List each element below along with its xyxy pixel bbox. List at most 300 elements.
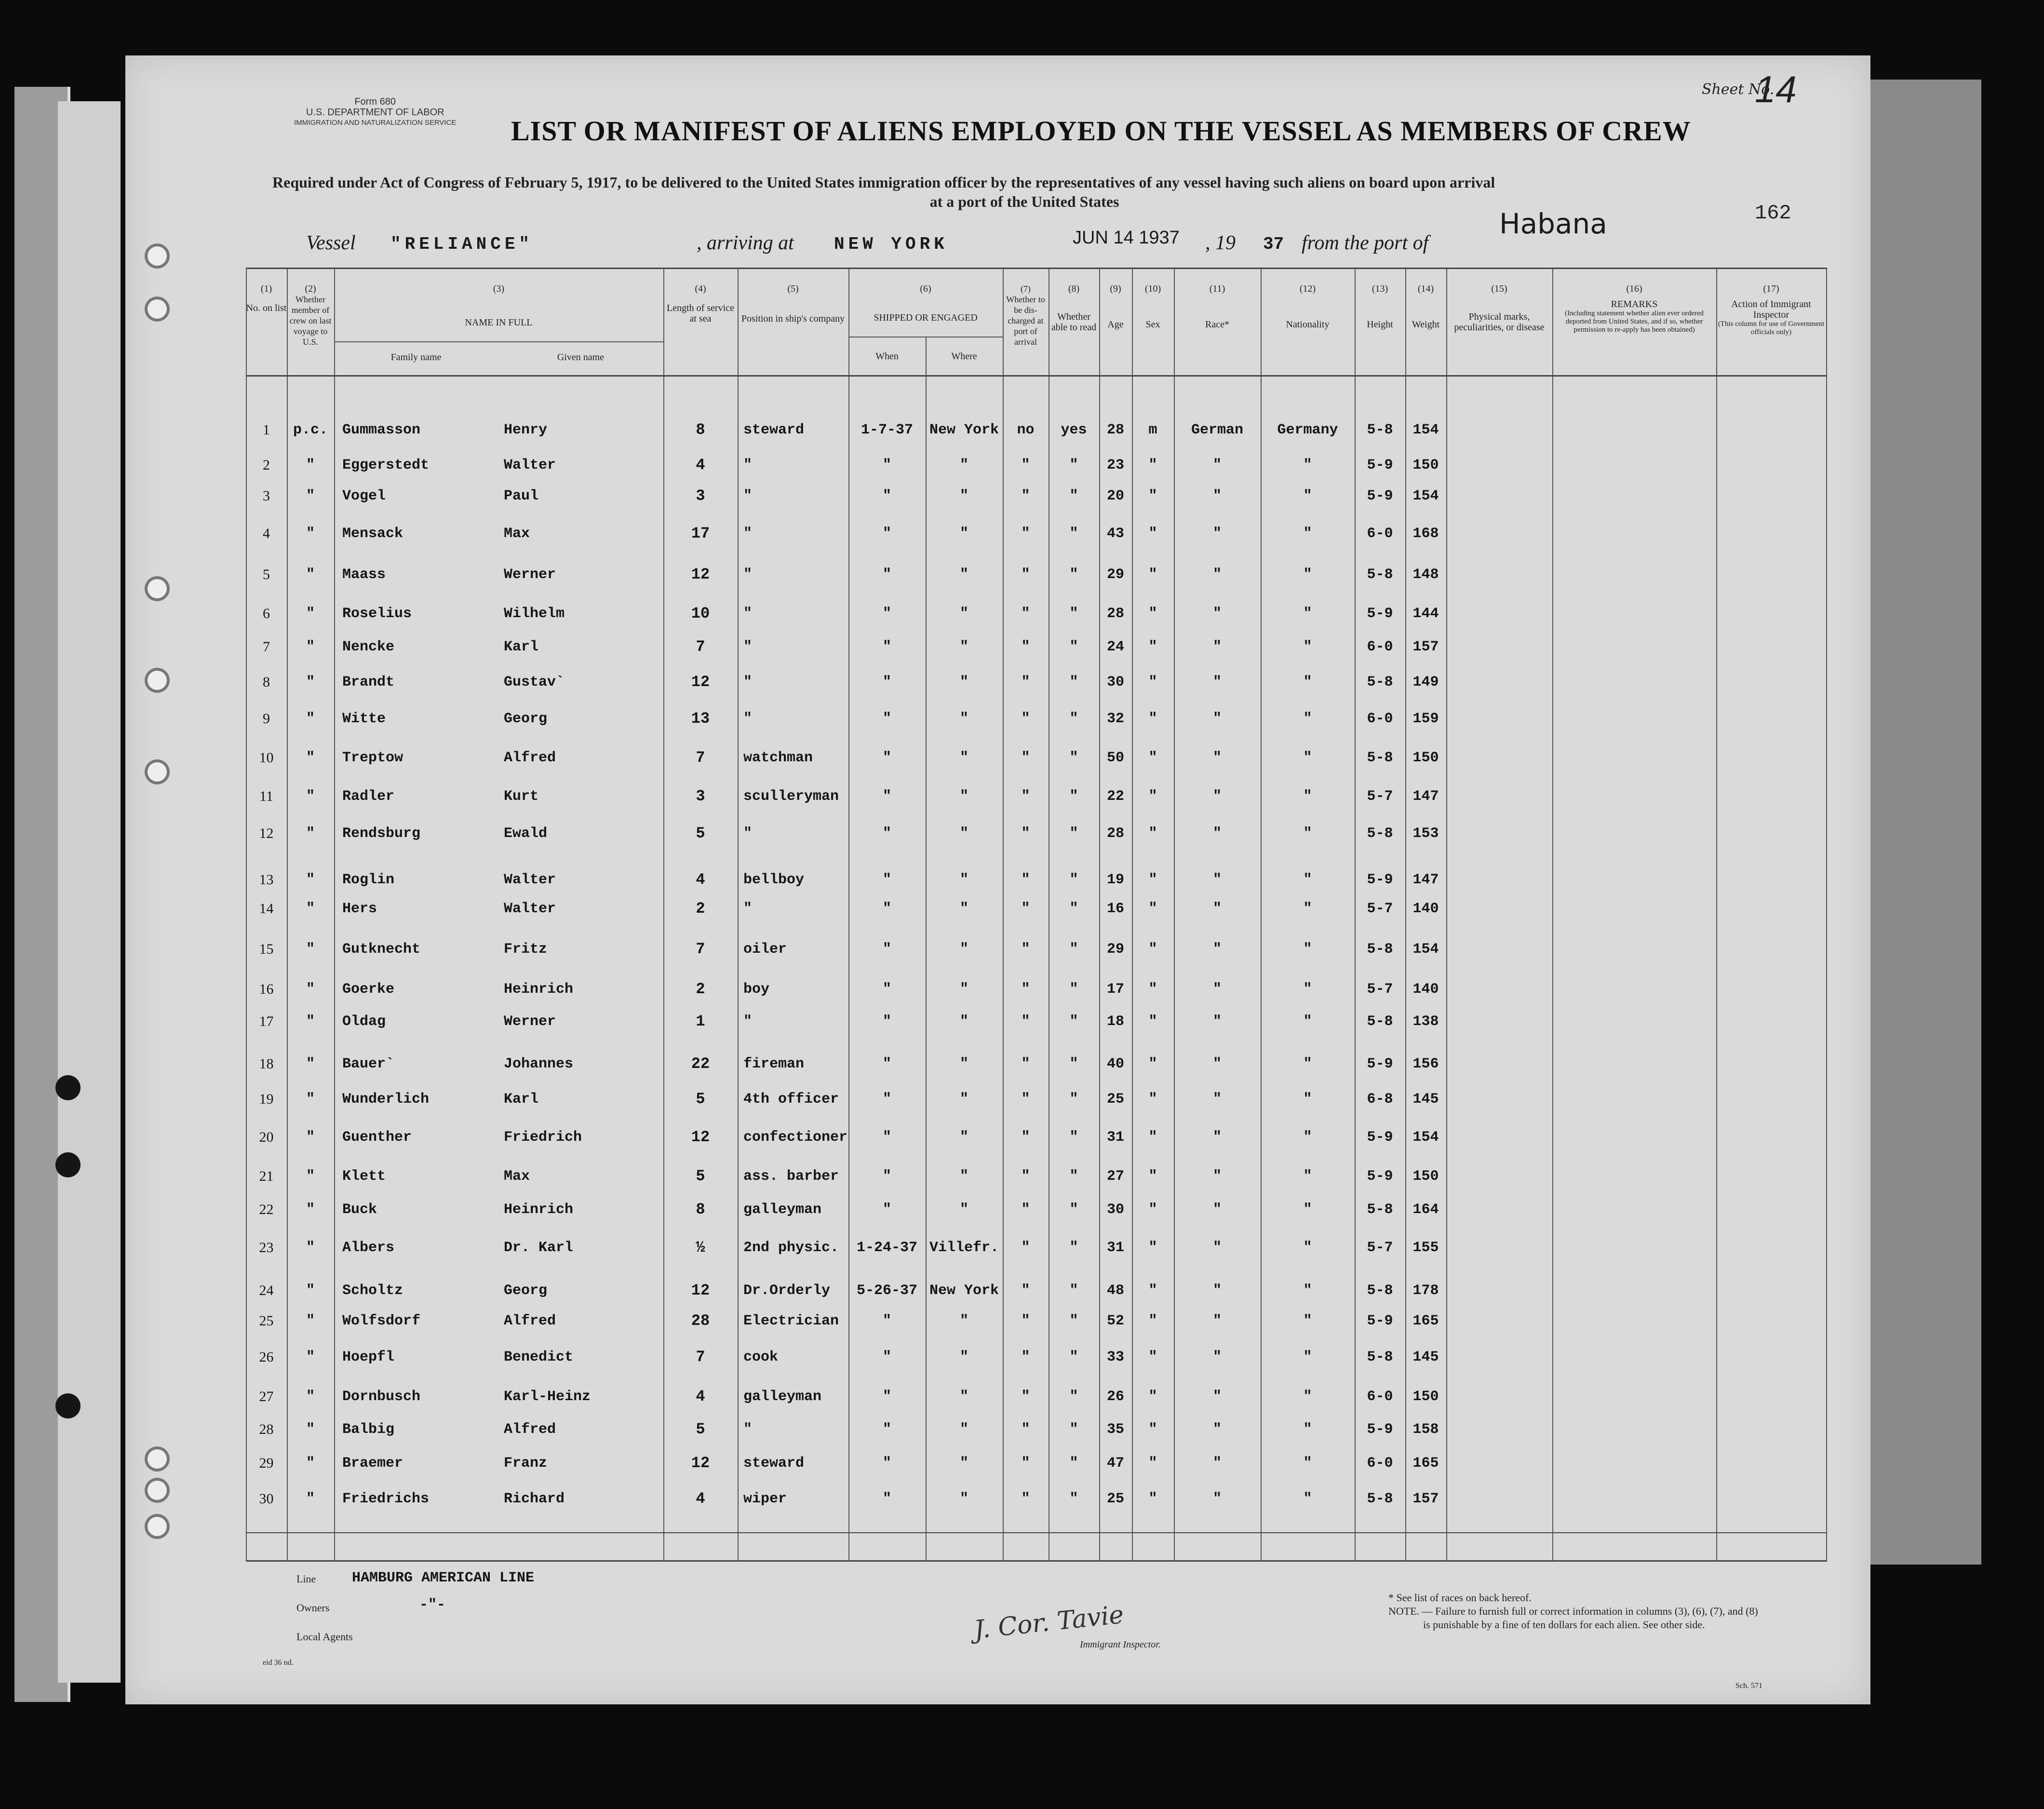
table-row bbox=[246, 890, 1827, 928]
col6-header: (6) SHIPPED OR ENGAGED bbox=[874, 284, 978, 323]
row-weight: 154 bbox=[1412, 1129, 1439, 1146]
row-no: 5 bbox=[263, 567, 270, 582]
row-height: 5-9 bbox=[1367, 488, 1393, 504]
row-race: " bbox=[1212, 1421, 1222, 1438]
row-height: 6-0 bbox=[1367, 639, 1393, 655]
row-disch: " bbox=[1021, 567, 1030, 583]
table-row bbox=[246, 1003, 1827, 1040]
row-race: German bbox=[1191, 422, 1244, 438]
row-given: Werner bbox=[504, 567, 556, 583]
row-age: 27 bbox=[1106, 1168, 1124, 1185]
row-read: " bbox=[1069, 1282, 1078, 1299]
row-when: " bbox=[882, 1455, 891, 1472]
row-read: " bbox=[1069, 1491, 1078, 1507]
row-no: 18 bbox=[259, 1056, 274, 1072]
row-sex: m bbox=[1148, 422, 1157, 438]
row-prev: " bbox=[306, 1455, 315, 1472]
row-family: Oldag bbox=[342, 1013, 386, 1030]
row-position: Electrician bbox=[743, 1313, 839, 1329]
row-read: " bbox=[1069, 1168, 1078, 1185]
row-where: " bbox=[959, 1013, 968, 1030]
row-when: " bbox=[882, 488, 891, 504]
row-sex: " bbox=[1148, 606, 1157, 622]
table-row bbox=[246, 1480, 1827, 1518]
row-when: " bbox=[882, 606, 891, 622]
row-family: Klett bbox=[342, 1168, 386, 1185]
row-where: " bbox=[959, 526, 968, 542]
row-family: Balbig bbox=[342, 1421, 395, 1438]
row-nat: " bbox=[1303, 457, 1312, 473]
row-family: Wolfsdorf bbox=[342, 1313, 421, 1329]
row-prev: " bbox=[306, 750, 315, 766]
row-prev: " bbox=[306, 788, 315, 805]
table-row bbox=[246, 1411, 1827, 1448]
row-weight: 168 bbox=[1412, 526, 1439, 542]
row-where: Villefr. bbox=[929, 1240, 999, 1256]
row-race: " bbox=[1212, 1168, 1222, 1185]
row-prev: " bbox=[306, 457, 315, 473]
row-given: Richard bbox=[504, 1491, 565, 1507]
row-disch: " bbox=[1021, 901, 1030, 917]
row-sex: " bbox=[1148, 750, 1157, 766]
row-weight: 154 bbox=[1412, 422, 1439, 438]
row-race: " bbox=[1212, 981, 1222, 998]
row-weight: 145 bbox=[1412, 1349, 1439, 1365]
row-height: 5-9 bbox=[1367, 457, 1393, 473]
row-given: Benedict bbox=[504, 1349, 574, 1365]
row-race: " bbox=[1212, 1129, 1222, 1146]
row-height: 5-8 bbox=[1367, 1349, 1393, 1365]
footer-notes bbox=[1388, 1591, 1758, 1632]
row-position: galleyman bbox=[743, 1389, 822, 1405]
row-nat: " bbox=[1303, 1129, 1312, 1146]
arriving-label: , arriving at bbox=[697, 232, 794, 254]
row-nat: Germany bbox=[1277, 422, 1338, 438]
row-position: " bbox=[743, 825, 753, 842]
row-height: 5-8 bbox=[1367, 1013, 1393, 1030]
row-read: yes bbox=[1061, 422, 1087, 438]
schedule-number: Sch. 571 bbox=[1735, 1682, 1762, 1690]
row-position: " bbox=[743, 674, 753, 690]
col5-header: (5) Position in ship's company bbox=[741, 284, 845, 324]
row-sex: " bbox=[1148, 1349, 1157, 1365]
row-weight: 140 bbox=[1412, 901, 1439, 917]
row-family: Roselius bbox=[342, 606, 412, 622]
row-no: 21 bbox=[259, 1168, 274, 1184]
row-disch: " bbox=[1021, 1421, 1030, 1438]
row-height: 6-0 bbox=[1367, 526, 1393, 542]
row-where: " bbox=[959, 750, 968, 766]
row-given: Gustav` bbox=[504, 674, 565, 690]
row-position: steward bbox=[743, 1455, 805, 1472]
row-when: " bbox=[882, 1129, 891, 1146]
col11-header: (11) Race* bbox=[1205, 284, 1229, 330]
row-where: " bbox=[959, 1421, 968, 1438]
row-where: New York bbox=[929, 422, 999, 438]
row-race: " bbox=[1212, 711, 1222, 727]
row-family: Gummasson bbox=[342, 422, 421, 438]
row-prev: " bbox=[306, 526, 315, 542]
row-disch: " bbox=[1021, 1282, 1030, 1299]
row-service: 4 bbox=[696, 871, 705, 889]
row-height: 5-8 bbox=[1367, 422, 1393, 438]
department: U.S. DEPARTMENT OF LABOR bbox=[306, 107, 444, 118]
row-where: " bbox=[959, 1349, 968, 1365]
row-weight: 148 bbox=[1412, 567, 1439, 583]
col13-header: (13) Height bbox=[1367, 284, 1393, 330]
arrival-port: NEW YORK bbox=[834, 234, 948, 254]
row-no: 25 bbox=[259, 1313, 274, 1329]
row-position: " bbox=[743, 1013, 753, 1030]
row-nat: " bbox=[1303, 1313, 1312, 1329]
row-age: 40 bbox=[1106, 1056, 1124, 1072]
row-service: 12 bbox=[691, 1282, 710, 1299]
table-row bbox=[246, 1229, 1827, 1267]
table-row bbox=[246, 1378, 1827, 1416]
row-service: 3 bbox=[696, 487, 705, 505]
row-age: 48 bbox=[1106, 1282, 1124, 1299]
row-nat: " bbox=[1303, 1091, 1312, 1107]
row-nat: " bbox=[1303, 674, 1312, 690]
row-height: 5-8 bbox=[1367, 825, 1393, 842]
row-disch: " bbox=[1021, 1091, 1030, 1107]
form-info bbox=[294, 96, 456, 128]
row-nat: " bbox=[1303, 981, 1312, 998]
row-sex: " bbox=[1148, 1056, 1157, 1072]
row-disch: " bbox=[1021, 711, 1030, 727]
row-weight: 144 bbox=[1412, 606, 1439, 622]
row-prev: " bbox=[306, 1202, 315, 1218]
row-position: " bbox=[743, 639, 753, 655]
row-read: " bbox=[1069, 1129, 1078, 1146]
row-position: Dr.Orderly bbox=[743, 1282, 831, 1299]
row-service: ½ bbox=[696, 1239, 705, 1256]
sheet-label: Sheet No. bbox=[1702, 81, 1775, 98]
row-where: " bbox=[959, 1313, 968, 1329]
row-no: 12 bbox=[259, 825, 274, 841]
row-sex: " bbox=[1148, 1491, 1157, 1507]
row-position: " bbox=[743, 526, 753, 542]
row-given: Wilhelm bbox=[504, 606, 565, 622]
row-no: 17 bbox=[259, 1013, 274, 1029]
row-disch: no bbox=[1017, 422, 1035, 438]
row-read: " bbox=[1069, 1421, 1078, 1438]
row-prev: " bbox=[306, 639, 315, 655]
row-age: 47 bbox=[1106, 1455, 1124, 1472]
row-family: Maass bbox=[342, 567, 386, 583]
row-nat: " bbox=[1303, 1349, 1312, 1365]
row-nat: " bbox=[1303, 1013, 1312, 1030]
row-no: 6 bbox=[263, 606, 270, 621]
col16-header: (16) REMARKS (Including statement whether alien ever ordered deported from United States, and if so, whether permission to re-apply has been obtained) bbox=[1565, 284, 1704, 334]
row-age: 26 bbox=[1106, 1389, 1124, 1405]
row-age: 50 bbox=[1106, 750, 1124, 766]
subtitle-line-2: at a port of the United States bbox=[929, 193, 1119, 210]
row-when: " bbox=[882, 788, 891, 805]
row-where: " bbox=[959, 1389, 968, 1405]
row-disch: " bbox=[1021, 1389, 1030, 1405]
row-where: " bbox=[959, 1491, 968, 1507]
row-weight: 150 bbox=[1412, 1168, 1439, 1185]
punch-hole bbox=[145, 1446, 170, 1472]
row-no: 26 bbox=[259, 1349, 274, 1365]
row-where: " bbox=[959, 567, 968, 583]
row-height: 5-8 bbox=[1367, 1282, 1393, 1299]
row-position: wiper bbox=[743, 1491, 787, 1507]
row-given: Johannes bbox=[504, 1056, 574, 1072]
row-age: 30 bbox=[1106, 674, 1124, 690]
row-nat: " bbox=[1303, 606, 1312, 622]
col15-header: (15) Physical marks, peculiarities, or disease bbox=[1454, 284, 1545, 333]
row-read: " bbox=[1069, 1091, 1078, 1107]
row-family: Mensack bbox=[342, 526, 403, 542]
row-when: " bbox=[882, 981, 891, 998]
row-sex: " bbox=[1148, 567, 1157, 583]
line-value: HAMBURG AMERICAN LINE bbox=[352, 1570, 535, 1586]
row-given: Kurt bbox=[504, 788, 539, 805]
row-sex: " bbox=[1148, 526, 1157, 542]
row-disch: " bbox=[1021, 1349, 1030, 1365]
row-family: Vogel bbox=[342, 488, 386, 504]
row-service: 12 bbox=[691, 566, 710, 583]
row-weight: 145 bbox=[1412, 1091, 1439, 1107]
table-row bbox=[246, 700, 1827, 738]
row-when: " bbox=[882, 1349, 891, 1365]
row-weight: 154 bbox=[1412, 488, 1439, 504]
row-service: 4 bbox=[696, 1388, 705, 1405]
row-read: " bbox=[1069, 567, 1078, 583]
row-read: " bbox=[1069, 1202, 1078, 1218]
row-no: 29 bbox=[259, 1455, 274, 1471]
row-given: Walter bbox=[504, 872, 556, 888]
row-age: 43 bbox=[1106, 526, 1124, 542]
row-race: " bbox=[1212, 941, 1222, 958]
print-code: eid 36 nd. bbox=[263, 1659, 294, 1667]
row-disch: " bbox=[1021, 1455, 1030, 1472]
row-nat: " bbox=[1303, 1168, 1312, 1185]
punch-hole bbox=[145, 759, 170, 784]
col1-header: (1) No. on list bbox=[246, 284, 287, 313]
row-where: " bbox=[959, 1455, 968, 1472]
col10-header: (10) Sex bbox=[1144, 284, 1161, 330]
row-when: " bbox=[882, 639, 891, 655]
row-age: 28 bbox=[1106, 422, 1124, 438]
row-family: Goerke bbox=[342, 981, 395, 998]
row-age: 20 bbox=[1106, 488, 1124, 504]
row-when: " bbox=[882, 901, 891, 917]
row-no: 7 bbox=[263, 639, 270, 655]
row-no: 13 bbox=[259, 872, 274, 888]
row-where: " bbox=[959, 639, 968, 655]
row-race: " bbox=[1212, 1240, 1222, 1256]
row-weight: 178 bbox=[1412, 1282, 1439, 1299]
row-service: 5 bbox=[696, 1167, 705, 1185]
row-height: 5-7 bbox=[1367, 901, 1393, 917]
punch-hole bbox=[145, 576, 170, 601]
row-service: 13 bbox=[691, 710, 710, 728]
row-given: Karl-Heinz bbox=[504, 1389, 591, 1405]
row-race: " bbox=[1212, 825, 1222, 842]
row-prev: " bbox=[306, 674, 315, 690]
row-given: Georg bbox=[504, 1282, 548, 1299]
row-disch: " bbox=[1021, 872, 1030, 888]
row-age: 31 bbox=[1106, 1240, 1124, 1256]
row-weight: 138 bbox=[1412, 1013, 1439, 1030]
row-disch: " bbox=[1021, 1129, 1030, 1146]
row-prev: " bbox=[306, 1491, 315, 1507]
row-nat: " bbox=[1303, 872, 1312, 888]
row-height: 5-9 bbox=[1367, 1056, 1393, 1072]
row-sex: " bbox=[1148, 639, 1157, 655]
row-sex: " bbox=[1148, 1313, 1157, 1329]
row-service: 22 bbox=[691, 1055, 710, 1073]
row-position: galleyman bbox=[743, 1202, 822, 1218]
row-age: 22 bbox=[1106, 788, 1124, 805]
table-row bbox=[246, 411, 1827, 449]
row-service: 8 bbox=[696, 421, 705, 439]
row-family: Rendsburg bbox=[342, 825, 421, 842]
row-age: 29 bbox=[1106, 567, 1124, 583]
row-when: " bbox=[882, 941, 891, 958]
table-row bbox=[246, 595, 1827, 633]
row-weight: 155 bbox=[1412, 1240, 1439, 1256]
row-position: 4th officer bbox=[743, 1091, 839, 1107]
row-age: 31 bbox=[1106, 1129, 1124, 1146]
row-family: Dornbusch bbox=[342, 1389, 421, 1405]
row-weight: 159 bbox=[1412, 711, 1439, 727]
row-prev: " bbox=[306, 1091, 315, 1107]
row-family: Nencke bbox=[342, 639, 395, 655]
row-family: Albers bbox=[342, 1240, 395, 1256]
line-label: Line bbox=[296, 1573, 316, 1585]
row-race: " bbox=[1212, 872, 1222, 888]
row-prev: " bbox=[306, 901, 315, 917]
row-race: " bbox=[1212, 639, 1222, 655]
row-no: 22 bbox=[259, 1202, 274, 1217]
row-position: cook bbox=[743, 1349, 779, 1365]
row-service: 5 bbox=[696, 824, 705, 842]
row-family: Brandt bbox=[342, 674, 395, 690]
table-row bbox=[246, 1119, 1827, 1156]
col2-header: (2) Whether member of crew on last voyage to U.S. bbox=[289, 284, 332, 347]
row-prev: " bbox=[306, 711, 315, 727]
row-age: 32 bbox=[1106, 711, 1124, 727]
row-nat: " bbox=[1303, 526, 1312, 542]
row-given: Alfred bbox=[504, 1421, 556, 1438]
row-family: Radler bbox=[342, 788, 395, 805]
row-when: " bbox=[882, 750, 891, 766]
row-sex: " bbox=[1148, 674, 1157, 690]
row-nat: " bbox=[1303, 1389, 1312, 1405]
punch-hole bbox=[145, 668, 170, 693]
row-disch: " bbox=[1021, 1313, 1030, 1329]
row-sex: " bbox=[1148, 1455, 1157, 1472]
row-race: " bbox=[1212, 1056, 1222, 1072]
row-read: " bbox=[1069, 526, 1078, 542]
row-prev: " bbox=[306, 1313, 315, 1329]
row-no: 16 bbox=[259, 981, 274, 997]
row-given: Dr. Karl bbox=[504, 1240, 574, 1256]
row-race: " bbox=[1212, 1491, 1222, 1507]
row-age: 52 bbox=[1106, 1313, 1124, 1329]
form-number: Form 680 bbox=[354, 96, 396, 107]
row-nat: " bbox=[1303, 488, 1312, 504]
row-race: " bbox=[1212, 526, 1222, 542]
table-row bbox=[246, 477, 1827, 515]
row-service: 5 bbox=[696, 1090, 705, 1108]
row-given: Henry bbox=[504, 422, 548, 438]
row-when: " bbox=[882, 674, 891, 690]
row-where: " bbox=[959, 941, 968, 958]
row-no: 8 bbox=[263, 674, 270, 690]
row-weight: 158 bbox=[1412, 1421, 1439, 1438]
row-given: Franz bbox=[504, 1455, 548, 1472]
page-title: LIST OR MANIFEST OF ALIENS EMPLOYED ON THE VESSEL AS MEMBERS OF CREW bbox=[511, 115, 1691, 147]
row-sex: " bbox=[1148, 1168, 1157, 1185]
row-sex: " bbox=[1148, 788, 1157, 805]
row-race: " bbox=[1212, 1349, 1222, 1365]
row-sex: " bbox=[1148, 1202, 1157, 1218]
punch-hole bbox=[145, 1514, 170, 1539]
row-service: 17 bbox=[691, 525, 710, 542]
row-sex: " bbox=[1148, 488, 1157, 504]
row-service: 4 bbox=[696, 1490, 705, 1508]
binder-strip-inner bbox=[58, 101, 121, 1683]
row-service: 4 bbox=[696, 456, 705, 474]
row-family: Eggerstedt bbox=[342, 457, 430, 473]
row-sex: " bbox=[1148, 1240, 1157, 1256]
table-row bbox=[246, 556, 1827, 594]
row-read: " bbox=[1069, 941, 1078, 958]
col3-family-header: Family name bbox=[390, 352, 442, 363]
col4-header: (4) Length of service at sea bbox=[667, 284, 734, 324]
row-family: Scholtz bbox=[342, 1282, 403, 1299]
row-no: 1 bbox=[263, 422, 270, 438]
row-sex: " bbox=[1148, 825, 1157, 842]
row-when: 1-7-37 bbox=[861, 422, 914, 438]
row-age: 18 bbox=[1106, 1013, 1124, 1030]
row-disch: " bbox=[1021, 825, 1030, 842]
row-family: Guenther bbox=[342, 1129, 412, 1146]
row-weight: 150 bbox=[1412, 457, 1439, 473]
row-height: 5-8 bbox=[1367, 1202, 1393, 1218]
from-port: Habana bbox=[1499, 207, 1607, 240]
year-prefix: , 19 bbox=[1205, 232, 1236, 254]
row-disch: " bbox=[1021, 526, 1030, 542]
row-height: 5-9 bbox=[1367, 872, 1393, 888]
row-height: 6-8 bbox=[1367, 1091, 1393, 1107]
punch-hole bbox=[145, 1478, 170, 1503]
row-sex: " bbox=[1148, 1013, 1157, 1030]
row-family: Bauer` bbox=[342, 1056, 395, 1072]
row-weight: 157 bbox=[1412, 1491, 1439, 1507]
row-position: " bbox=[743, 488, 753, 504]
row-when: 5-26-37 bbox=[856, 1282, 918, 1299]
row-service: 12 bbox=[691, 1454, 710, 1472]
note-races: * See list of races on back hereof. bbox=[1388, 1592, 1532, 1604]
agents-label: Local Agents bbox=[296, 1631, 353, 1643]
row-position: sculleryman bbox=[743, 788, 839, 805]
row-sex: " bbox=[1148, 1282, 1157, 1299]
row-height: 5-8 bbox=[1367, 1491, 1393, 1507]
row-read: " bbox=[1069, 457, 1078, 473]
row-nat: " bbox=[1303, 901, 1312, 917]
row-position: oiler bbox=[743, 941, 787, 958]
row-given: Heinrich bbox=[504, 1202, 574, 1218]
punch-hole bbox=[55, 1152, 81, 1177]
row-when: " bbox=[882, 1202, 891, 1218]
row-age: 35 bbox=[1106, 1421, 1124, 1438]
